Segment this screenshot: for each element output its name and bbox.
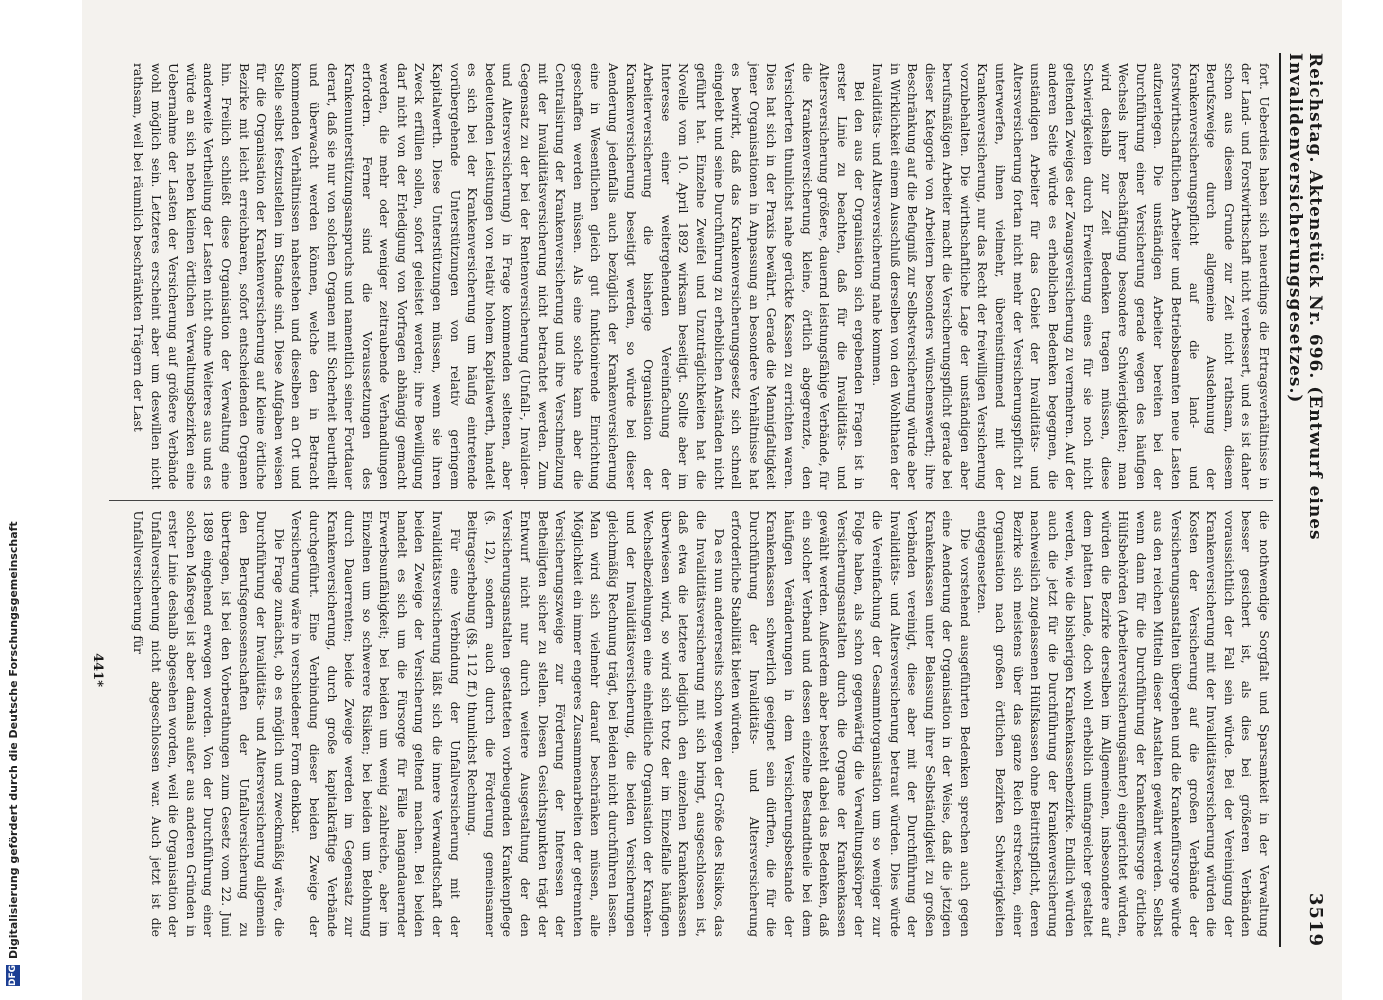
paragraph: Die Frage zunächst, ob es möglich und zweckmäßig wäre, die Durchführung der Invaliditäts- und Altersversicherung allgemein den Berufsgenossenschaften der Unfallversicherung zu übertragen, ist bei den Vorberathungen zum Gesetz vom 22. Juni 1889 eingehend erwogen worden. Von der Durchführung einer solchen Maßregel ist aber damals außer aus anderen Gründen in erster Linie deshalb abgesehen worden, weil die Organisation der Unfallversicherung nicht abgeschlossen war. Auch jetzt ist die Unfallversicherung für <box>131 510 287 937</box>
page-header <box>1279 53 1326 947</box>
left-column <box>109 53 1273 500</box>
paragraph: Die vorstehend ausgeführten Bedenken sprechen auch gegen eine Aenderung der Organisation in der Weise, daß die jetzigen Krankenkassen unter Belassung ihrer Selbständigkeit zu großen Verbänden vereinigt, diese aber mit der Durchführung der Invaliditäts- und Altersversicherung betraut würden. Dies würde die Vereinfachung der Gesammtorganisation um so weniger zur Folge haben, als schon gegenwärtig die Verwaltungskörper der Versicherungsanstalten durch die Organe der Krankenkassen gewählt werden. Außerdem aber besteht dabei das Bedenken, daß ein solcher Verband und dessen einzelne Bestandtheile bei dem häufigen Veränderungen in dem Versicherungsbestande der Krankenkassen schwerlich geeignet sein dürften, die für die Durchführung der Invaliditäts- und Altersversicherung erforderliche Stabilität bieten würden. <box>729 510 973 937</box>
digitization-credit <box>6 521 20 986</box>
text-columns <box>109 53 1273 947</box>
page-title: Reichstag. Aktenstück Nr. 696. (Entwurf eines Invalidenversicherungsgesetzes.) <box>1285 53 1325 541</box>
paragraph: fort. Ueberdies haben sich neuerdings die Ertragsverhältnisse in der Land- und Forstwirthschaft nicht verbessert, und es ist daher schon aus diesem Grunde zur Zeit nicht rathsam, diesem Berufszweige durch allgemeine Ausdehnung der Krankenversicherungspflicht auf die land- und forstwirthschaftlichen Arbeiter und Betriebsbeamten neue Lasten aufzuerlegen. Die unständigen Arbeiter bereiten bei der Durchführung einer Versicherung gerade wegen des häufigen Wechsels ihrer Beschäftigung besondere Schwierigkeiten; man wird deshalb zur Zeit Bedenken tragen müssen, diese Schwierigkeiten durch Erweiterung eines für sie noch nicht geltenden Zweiges der Zwangsversicherung zu vermehren. Auf der anderen Seite würde es erheblichen Bedenken begegnen, die unständigen Arbeiter für das Gebiet der Invaliditäts- und Altersversicherung fortan nicht mehr der Versicherungspflicht zu unterwerfen, ihnen vielmehr, übereinstimmend mit der Krankenversicherung, nur das Recht der freiwilligen Versicherung vorzubehalten. Die wirthschaftliche Lage der unständigen aber berufsmäßigen Arbeiter macht die Versicherungspflicht gerade bei dieser Kategorie von Arbeitern besonders wünschenswerth; ihre Beschränkung auf die Befugniß zur Selbstversicherung würde aber in Wirklichkeit einem Ausschluß derselben von den Wohlthaten der Invaliditäts- und Altersversicherung nahe kommen. <box>869 63 1272 490</box>
dfg-logo: DFG <box>8 964 18 986</box>
page-content <box>92 35 1332 965</box>
paragraph: Für eine Verbindung der Unfallversicherung mit der Invaliditätsversicherung läßt sich die innere Verwandtschaft der beiden Zweige der Versicherung geltend machen. Bei beiden handelt es sich um die Fürsorge für Fälle langandauernder Erwerbsunfähigkeit; bei beiden um wenig zahlreiche, aber im Einzelnen um so schwerere Risiken; bei beiden um Belohnung durch Dauerrenten; beide Zweige werden im Gegensatz zur Krankenversicherung, durch große kapitalkräftige Verbände durchgeführt. Eine Verbindung dieser beiden Zweige der Versicherung wäre in verschiedener Form denkbar. <box>289 510 463 937</box>
paragraph: die nothwendige Sorgfalt und Sparsamkeit in der Verwaltung besser gesichert ist, als dies bei größeren Verbänden voraussichtlich der Fall sein würde. Bei der Vereinigung der Krankenversicherung mit der Invaliditätsversicherung würden die Kosten der Versicherung auf die großen Verbände der Versicherungsanstalten übergehen und die Krankenfürsorge würde aus den reichen Mitteln dieser Anstalten gewährt werden. Selbst wenn dann für die Durchführung der Krankenfürsorge örtliche Hülfsbehörden (Arbeiterversicherungsämter) eingerichtet würden, würden die Bezirke derselben im Allgemeinen, insbesondere auf dem platten Lande, doch wohl erheblich umfangreicher gestaltet werden, wie die bisherigen Krankenkassenbezirke. Endlich würden auch die jetzt für die Durchführung der Krankenversicherung nachweislich zugelassenen Hülfskassen ohne Beitrittspflicht, deren Bezirke sich meistens über das ganze Reich erstrecken, einer Organisation nach großen örtlichen Bezirken Schwierigkeiten entgegensetzen. <box>975 510 1272 937</box>
paragraph: Bei den aus der Organisation sich ergebenden Fragen ist in erster Linie zu beachten, daß für die Invaliditäts- und Altersversicherung größere, dauernd leistungsfähige Verbände, für die Krankenversicherung kleine, örtlich abgegrenzte, den Versicherten thunlichst nahe gerückte Kassen zu errichten waren. Dies hat sich in der Praxis bewährt. Gerade die Mannigfaltigkeit jener Organisationen in Anpassung an besondere Verhältnisse hat es bewirkt, daß das Krankenversicherungsgesetz sich schnell eingelebt und seine Durchführung zu erheblichen Anständen nicht geführt hat. Einzelne Zweifel und Unzuträglichkeiten hat die Novelle vom 10. April 1892 wirksam beseitigt. Sollte aber im Interesse einer weitergehenden Vereinfachung der Arbeiterversicherung die bisherige Organisation der Krankenversicherung beseitigt werden, so würde bei dieser Aenderung jedenfalls auch bezüglich der Krankenversicherung eine in Wesentlichen gleich gut funktionirende Einrichtung geschaffen werden müssen. Als eine solche kann aber die Centralisirung der Krankenversicherung und ihre Verschmelzung mit der Invaliditätsversicherung nicht betrachtet werden. Zum Gegensatz zu der bei der Rentenversicherung (Unfall-, Invaliden- und Altersversicherung) in Frage kommenden seltenen, aber bedeutenden Leistungen von relativ hohem Kapitalwerth, handelt es sich bei der Krankenversicherung um häufig eintretende vorübergehende Unterstützungen von relativ geringem Kapitalwerth. Diese Unterstützungen müssen, wenn sie ihren Zweck erfüllen sollen, sofort geleistet werden; ihre Bewilligung darf nicht von der Erledigung von Vorfragen abhängig gemacht werden, die mehr oder weniger zeitraubende Verhandlungen erfordern. Ferner sind die Voraussetzungen des Krankenunterstützungsanspruchs und namentlich seiner Fortdauer derart, daß sie nur von solchen Organen mit Sicherheit beurtheilt und überwacht werden können, welche den in Betracht kommenden Verhältnissen nahestehen und dieselben an Ort und Stelle selbst festzustellen im Stande sind. Diese Aufgaben weisen für die Organisation der Krankenversicherung auf kleine örtliche Bezirke mit leicht erreichbaren, sofort entscheidenden Organen hin. Freilich schließt diese Organisation der Verwaltung eine anderweite Vertheilung der Lasten nicht ohne Weiteres aus und es würde an sich neben kleinen örtlichen Verwaltungsbezirken eine Uebernahme der Lasten der Versicherung auf größere Verbände wohl möglich sein. Letzteres erscheint aber um deswillen nicht rathsam, weil bei räumlich beschränkten Trägern der Last <box>131 63 868 490</box>
paragraph: Da es nun andererseits schon wegen der Größe des Risikos, das die Invaliditätsversicherung mit sich bringt, ausgeschlossen ist, daß etwa die letztere lediglich den einzelnen Krankenkassen überwiesen wird, so wird sich trotz der im Einzelfalle häufigen Wechselbeziehungen eine einheitliche Organisation der Kranken- und der Invaliditätsversicherung, die beiden Versicherungen gleichmäßig Rechnung trägt, bei Beiden nicht durchführen lassen. Man wird sich vielmehr darauf beschränken müssen, alle Möglichkeit ein immer engeres Zusammenarbeiten der getrennten Versicherungszweige zur Förderung der Interessen der Betheiligten sicher zu stellen. Diesen Gesichtspunkten trägt der Entwurf nicht nur durch weitere Ausgestaltung der den Versicherungsanstalten gestatteten vorbeugenden Krankenpflege (§. 12), sondern auch durch die Förderung gemeinsamer Beitragserhebung (§§. 112 ff.) thunlichst Rechnung. <box>465 510 727 937</box>
scanned-page <box>82 0 1342 1000</box>
page-number: 3519 <box>1305 892 1326 947</box>
right-column <box>109 500 1273 948</box>
signature-mark: 441* <box>90 653 105 687</box>
credit-text: Digitalisierung gefördert durch die Deutsche Forschungsgemeinschaft <box>6 521 20 959</box>
